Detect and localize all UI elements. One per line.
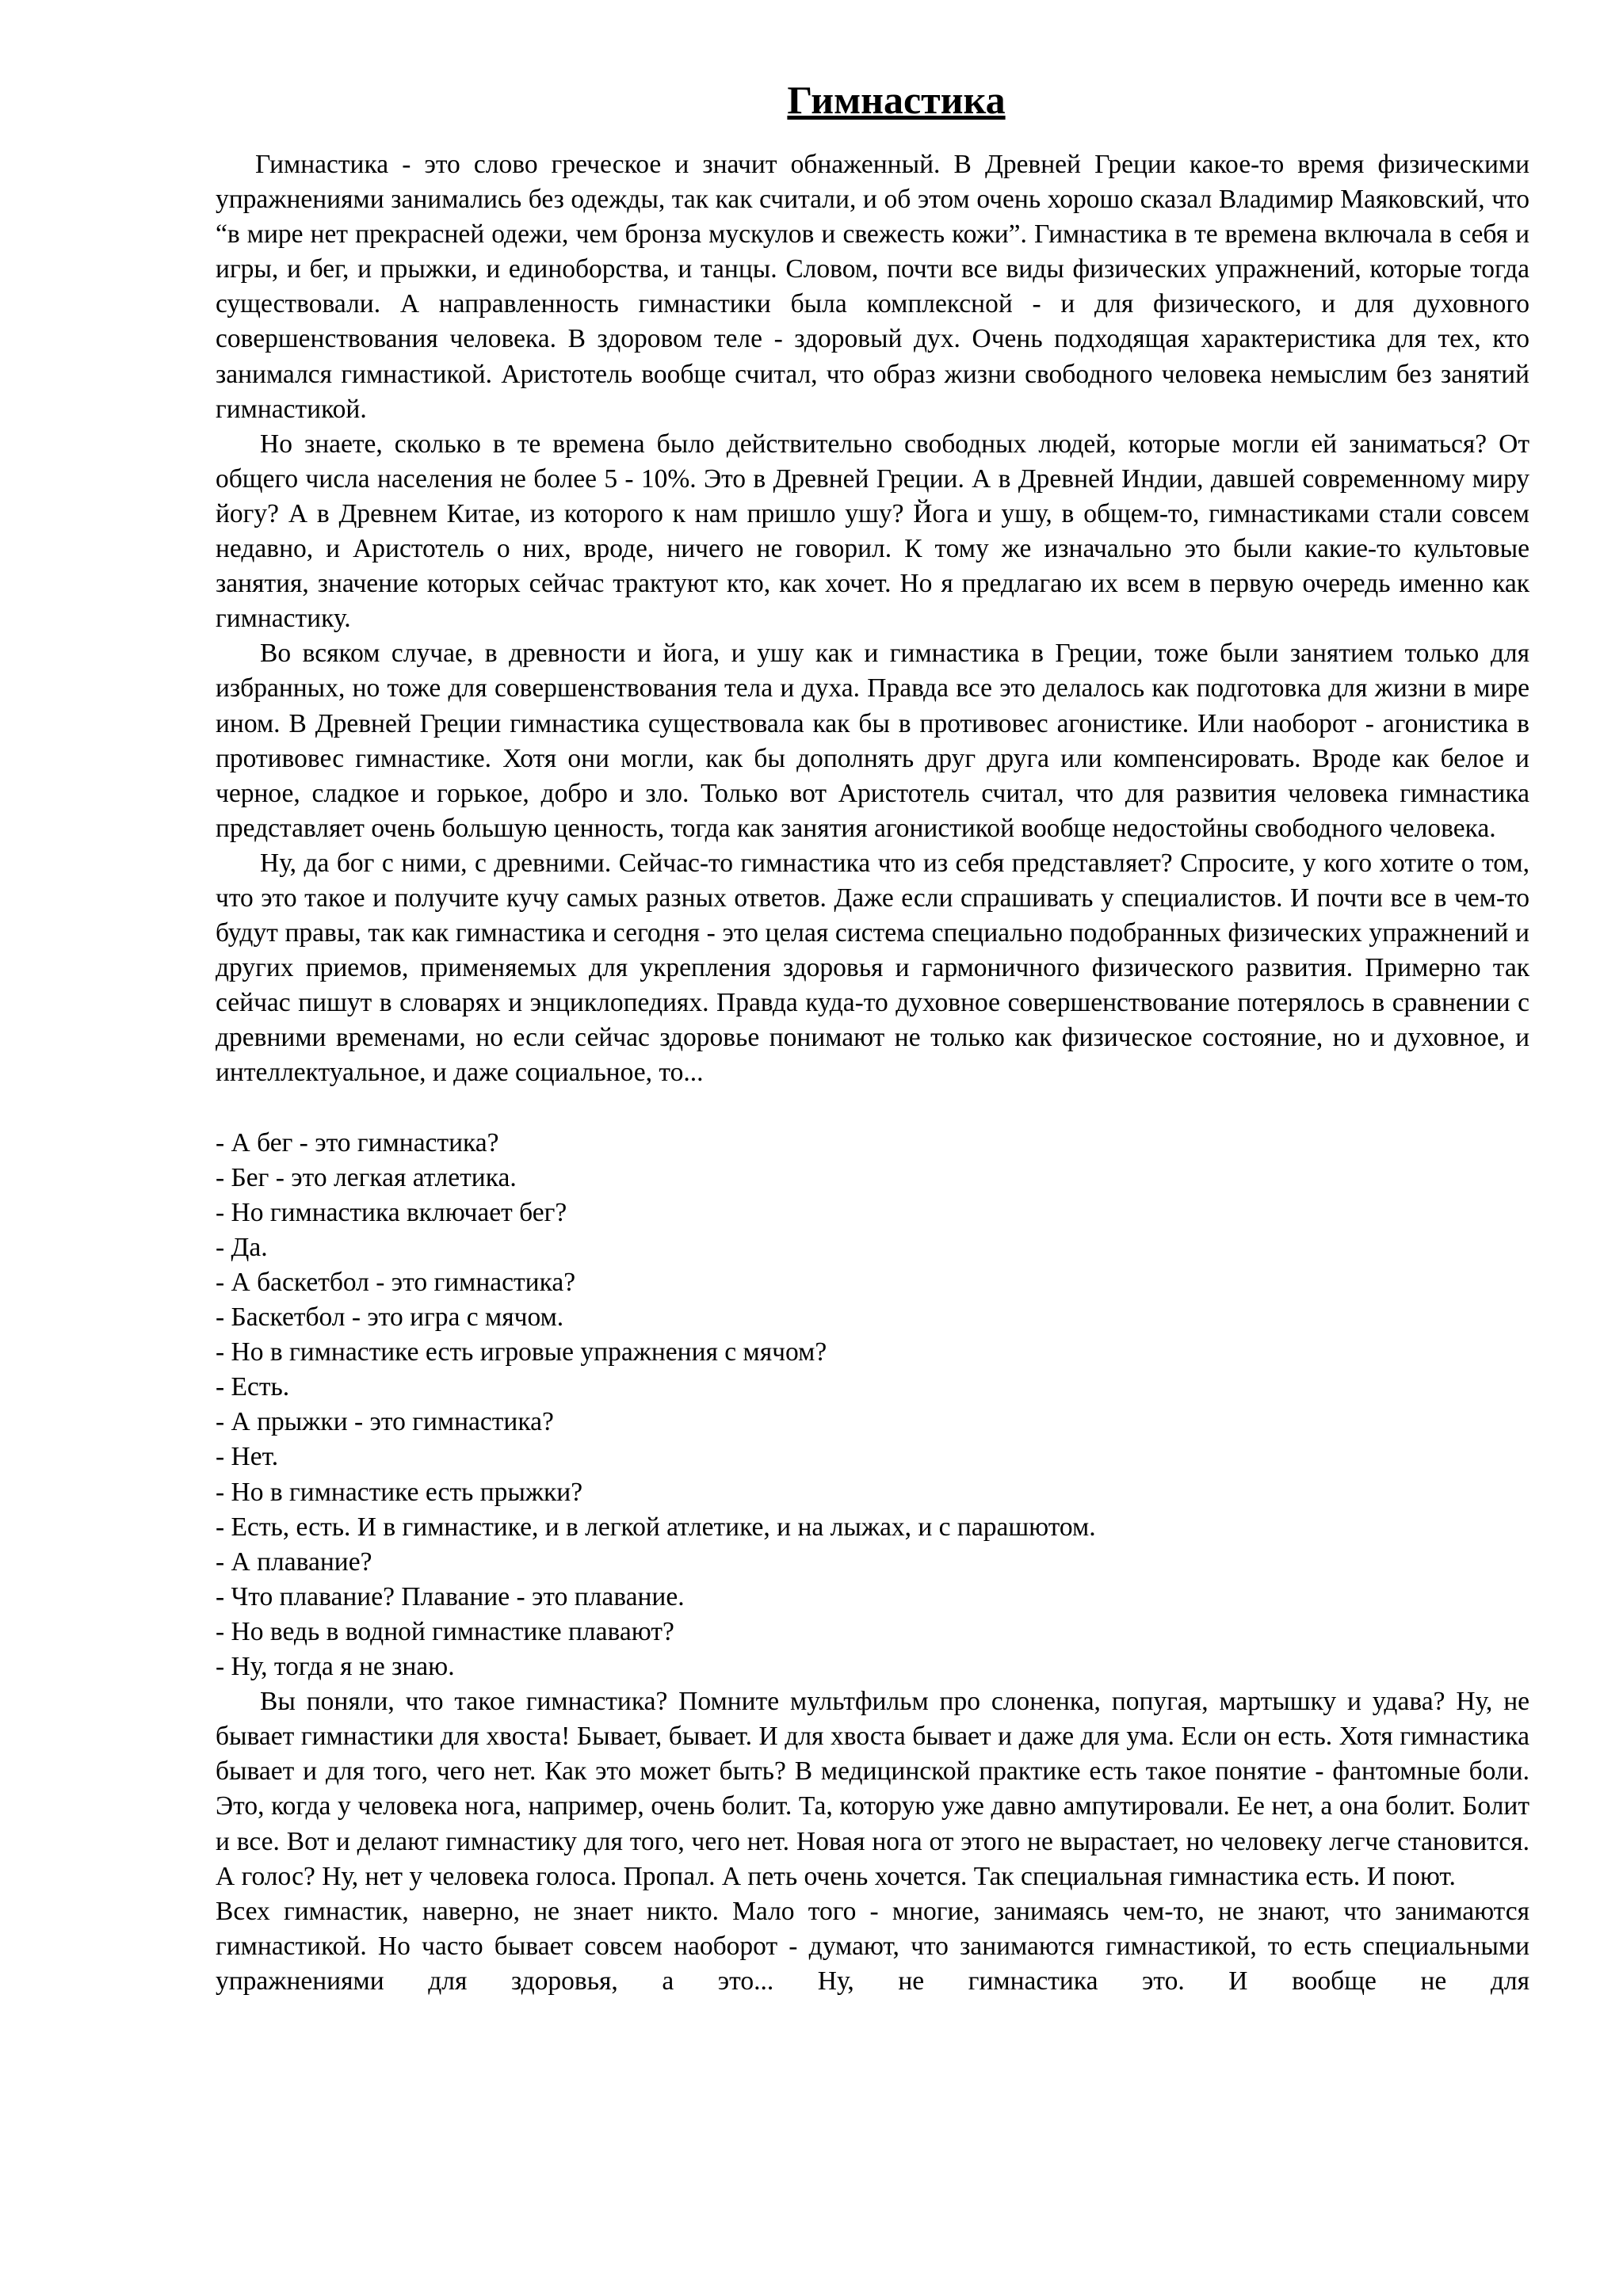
paragraph-4: Ну, да бог с ними, с древними. Сейчас-то гимнастика что из себя представляет? Спросите, у кого хотите о том, что это такое и получите кучу самых разных ответов. Даже если спрашивать у специалистов. И почти все в чем-то будут правы, так как гимнастика и сегодня - это целая система специально подобранных физических упражнений и других приемов, применяемых для укрепления здоровья и гармоничного физического развития. Примерно так сейчас пишут в словарях и энциклопедиях. Правда куда-то духовное совершенствование потерялось в сравнении с древними временами, но если сейчас здоровье понимают не только как физическое состояние, но и духовное, и интеллектуальное, и даже социальное, то... <box>216 848 1529 1088</box>
dialogue-line: - Есть, есть. И в гимнастике, и в легкой атлетике, и на лыжах, и с парашютом. <box>216 1512 1096 1542</box>
dialogue-line: - Бег - это легкая атлетика. <box>216 1162 517 1192</box>
paragraph-closing: Вы поняли, что такое гимнастика? Помните мультфильм про слоненка, попугая, мартышку и удава? Ну, не бывает гимнастики для хвоста! Бывает, бывает. И для хвоста бывает и даже для ума. Если он есть. Хотя гимнастика бывает и для того, чего нет. Как это может быть? В медицинской практике есть такое понятие - фантомные боли. Это, когда у человека нога, например, очень болит. Та, которую уже давно ампутировали. Ее нет, а она болит. Болит и все. Вот и делают гимнастику для того, чего нет. Новая нога от этого не вырастает, но человеку легче становится. А голос? Ну, нет у человека голоса. Пропал. А петь очень хочется. Так специальная гимнастика есть. И поют. <box>216 1687 1529 1891</box>
dialogue-line: - А баскетбол - это гимнастика? <box>216 1268 576 1297</box>
paragraph-1: Гимнастика - это слово греческое и значит обнаженный. В Древней Греции какое-то время физическими упражнениями занимались без одежды, так как считали, и об этом очень хорошо сказал Владимир Маяковский, что “в мире нет прекрасней одежи, чем бронза мускулов и свежесть кожи”. Гимнастика в те времена включала в себя и игры, и бег, и прыжки, и единоборства, и танцы. Словом, почти все виды физических упражнений, которые тогда существовали. А направленность гимнастики была комплексной - и для физического, и для духовного совершенствования человека. В здоровом теле - здоровый дух. Очень подходящая характеристика для тех, кто занимался гимнастикой. Аристотель вообще считал, что образ жизни свободного человека немыслим без занятий гимнастикой. <box>216 150 1529 424</box>
paragraph-final: Всех гимнастик, наверно, не знает никто. Мало того - многие, занимаясь чем-то, не знают, что занимаются гимнастикой. Но часто бывает совсем наоборот - думают, что занимаются гимнастикой, то есть специальными упражнениями для здоровья, а это... Ну, не гимнастика это. И вообще не для <box>216 1896 1529 1996</box>
dialogue-line: - Баскетбол - это игра с мячом. <box>216 1302 564 1333</box>
document-page <box>216 71 1529 1999</box>
paragraph-2: Но знаете, сколько в те времена было действительно свободных людей, которые могли ей заниматься? От общего числа населения не более 5 - 10%. Это в Древней Греции. А в Древней Индии, давшей современному миру йогу? А в Древнем Китае, из которого к нам пришло ушу? Йога и ушу, в общем-то, гимнастиками стали совсем недавно, и Аристотель о них, вроде, ничего не говорил. К тому же изначально это были какие-то культовые занятия, значение которых сейчас трактуют кто, как хочет. Но я предлагаю их всем в первую очередь именно как гимнастику. <box>216 429 1529 634</box>
dialogue-line: - А бег - это гимнастика? <box>216 1127 499 1158</box>
dialogue-line: - Но в гимнастике есть игровые упражнения с мячом? <box>216 1337 827 1367</box>
dialogue-line: - Ну, тогда я не знаю. <box>216 1652 455 1682</box>
blank-line <box>216 1091 1529 1126</box>
dialogue-line: - Что плавание? Плавание - это плавание. <box>216 1581 685 1611</box>
paragraph-3: Во всяком случае, в древности и йога, и ушу как и гимнастика в Греции, тоже были занятием только для избранных, но тоже для совершенствования тела и духа. Правда все это делалось как подготовка для жизни в мире ином. В Древней Греции гимнастика существовала как бы в противовес агонистике. Или наоборот - агонистика в противовес гимнастике. Хотя они могли, как бы дополнять друг друга или компенсировать. Вроде как белое и черное, сладкое и горькое, добро и зло. Только вот Аристотель считал, что для развития человека гимнастика представляет очень большую ценность, тогда как занятия агонистикой вообще недостойны свободного человека. <box>216 639 1529 843</box>
dialogue-line: - Но гимнастика включает бег? <box>216 1197 567 1227</box>
dialogue-line: - Нет. <box>216 1442 279 1472</box>
dialogue-line: - А прыжки - это гимнастика? <box>216 1407 554 1437</box>
dialogue-line: - А плавание? <box>216 1547 372 1577</box>
dialogue-line: - Но в гимнастике есть прыжки? <box>216 1477 583 1507</box>
dialogue-line: - Да. <box>216 1232 268 1262</box>
dialogue-list <box>216 1126 1529 1685</box>
document-title: Гимнастика <box>787 78 1006 122</box>
dialogue-line: - Есть. <box>216 1372 290 1402</box>
dialogue-line: - Но ведь в водной гимнастике плавают? <box>216 1616 674 1646</box>
